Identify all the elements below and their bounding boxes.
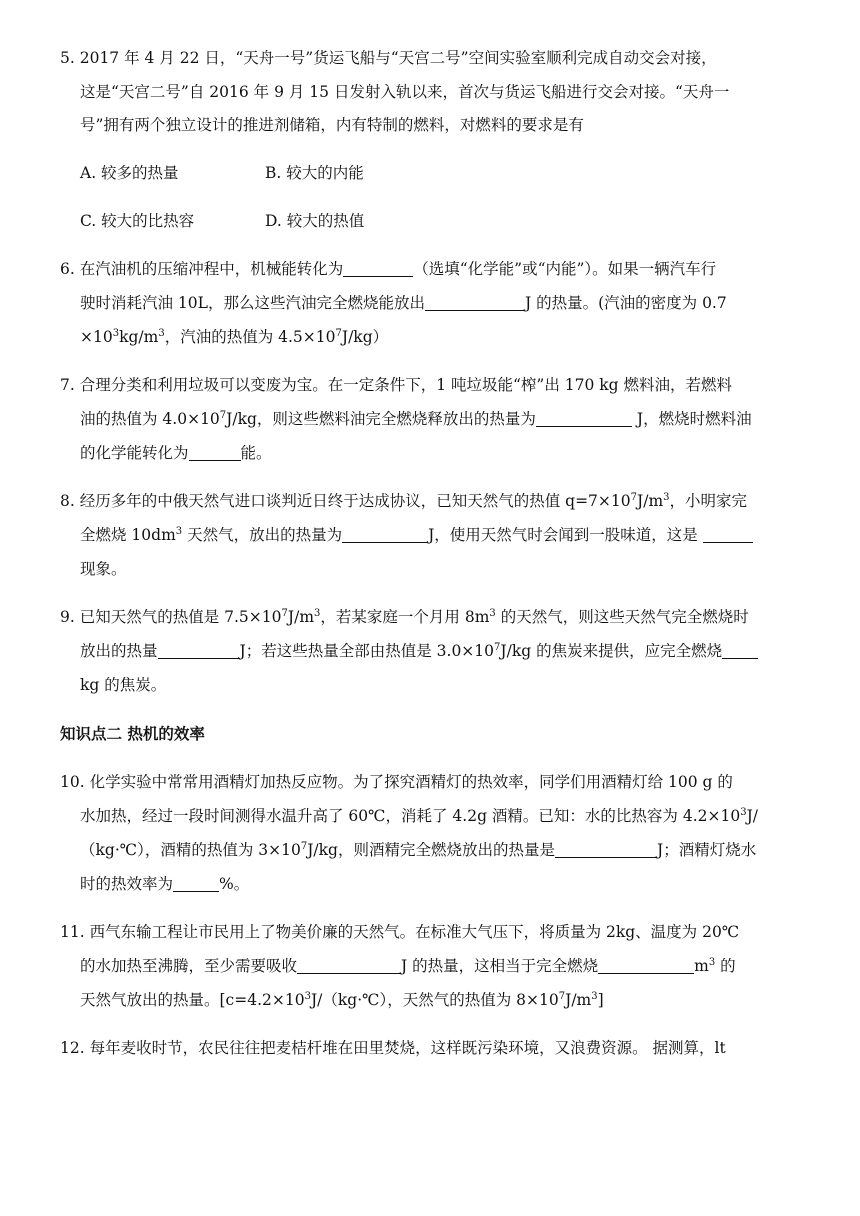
- q9-blank-1[interactable]: [158, 644, 240, 659]
- q9-line-1: 9. 已知天然气的热值是 $7.5\times 10^7J/m^3$，若某家庭一个月用 $8m^3$ 的天然气，则这些天然气完全燃烧时: [60, 608, 749, 626]
- q11-blank-1[interactable]: [297, 959, 401, 974]
- q6-line-2: 驶时消耗汽油 10L，那么这些汽油完全燃烧能放出 J 的热量。(汽油的密度为 0.7: [80, 294, 727, 312]
- q11-line-3: 天然气放出的热量。[$c=4.2\times 10^3J/(kg\cdot℃)$，天然气的热值为 $8\times 10^7J/m^3$]: [80, 991, 604, 1009]
- q11-line-2: 的水加热至沸腾，至少需要吸收 J 的热量，这相当于完全燃烧 $m^3$ 的: [80, 957, 736, 975]
- q6-blank-1[interactable]: [343, 262, 413, 277]
- q10-blank-2[interactable]: [173, 877, 219, 892]
- q7-line-3: 的化学能转化为 能。: [80, 444, 272, 462]
- q5-option-d: D. 较大的热值: [265, 212, 365, 230]
- q8-line-1: 8. 经历多年的中俄天然气进口谈判近日终于达成协议，已知天然气的热值 $q=7\times 10^7J/m^3$，小明家完: [60, 492, 748, 510]
- q5-line-1: 5. 2017 年 4 月 22 日，“天舟一号”货运飞船与“天宫二号”空间实验室顺利完成自动交会对接，: [60, 49, 717, 67]
- q9-line-3: kg 的焦炭。: [80, 676, 167, 694]
- q6-line-3: $\times 10^3kg/m^3$，汽油的热值为 $4.5\times 10^7J/kg$）: [80, 328, 389, 346]
- q8-blank-1[interactable]: [342, 528, 428, 543]
- q5-option-c: C. 较大的比热容: [80, 212, 195, 230]
- q11-blank-2[interactable]: [598, 959, 694, 974]
- q8-line-2: 全燃烧 $10dm^3$ 天然气，放出的热量为 J，使用天然气时会闻到一股味道，这是: [80, 528, 753, 544]
- q10-line-4: 时的热效率为 %。: [80, 875, 250, 893]
- q7-blank-2[interactable]: [189, 446, 241, 461]
- q9-line-2: 放出的热量 J；若这些热量全部由热值是 $3.0\times 10^7J/kg$ 的焦炭来提供，应完全燃烧: [80, 644, 758, 660]
- q7-blank-1[interactable]: [536, 412, 632, 427]
- q6-blank-2[interactable]: [425, 296, 525, 311]
- q5-line-2: 这是“天宫二号”自 2016 年 9 月 15 日发射入轨以来，首次与货运飞船进行交会对接。“天舟一: [80, 83, 730, 101]
- q12-line-1: 12. 每年麦收时节，农民往往把麦桔杆堆在田里焚烧，这样既污染环境，又浪费资源。 据测算，lt: [60, 1039, 726, 1057]
- q5-line-3: 号”拥有两个独立设计的推进剂储箱，内有特制的燃料，对燃料的要求是有: [80, 116, 584, 134]
- q5-option-a: A. 较多的热量: [80, 164, 179, 182]
- q10-blank-1[interactable]: [555, 843, 657, 858]
- q6-line-1: 6. 在汽油机的压缩冲程中，机械能转化为 （选填“化学能”或“内能”）。如果一辆汽车行: [60, 260, 717, 278]
- q10-line-1: 10. 化学实验中常常用酒精灯加热反应物。为了探究酒精灯的热效率，同学们用酒精灯给 100 g 的: [60, 773, 733, 791]
- q9-blank-2[interactable]: [722, 644, 758, 659]
- q10-line-2: 水加热，经过一段时间测得水温升高了 60℃，消耗了 4.2g 酒精。已知：水的比热容为 $4.2\times 10^3J/$: [80, 807, 759, 825]
- q11-line-1: 11. 西气东输工程让市民用上了物美价廉的天然气。在标准大气压下，将质量为 2kg、温度为 20℃: [60, 923, 740, 941]
- q10-line-3: （kg·℃），酒精的热值为 $3\times 10^7J/kg$，则酒精完全燃烧放出的热量是 J；酒精灯烧水: [80, 841, 757, 859]
- q5-option-b: B. 较大的内能: [265, 164, 364, 182]
- q8-blank-2[interactable]: [703, 528, 753, 543]
- q7-line-1: 7. 合理分类和利用垃圾可以变废为宝。在一定条件下，1 吨垃圾能“榨”出 170 kg 燃料油，若燃料: [60, 376, 733, 394]
- q7-line-2: 油的热值为 $4.0\times 10^7J/kg$，则这些燃料油完全燃烧释放出的热量为 J，燃烧时燃料油: [80, 410, 752, 428]
- section-heading: 知识点二 热机的效率: [60, 725, 205, 743]
- q8-line-3: 现象。: [80, 560, 127, 578]
